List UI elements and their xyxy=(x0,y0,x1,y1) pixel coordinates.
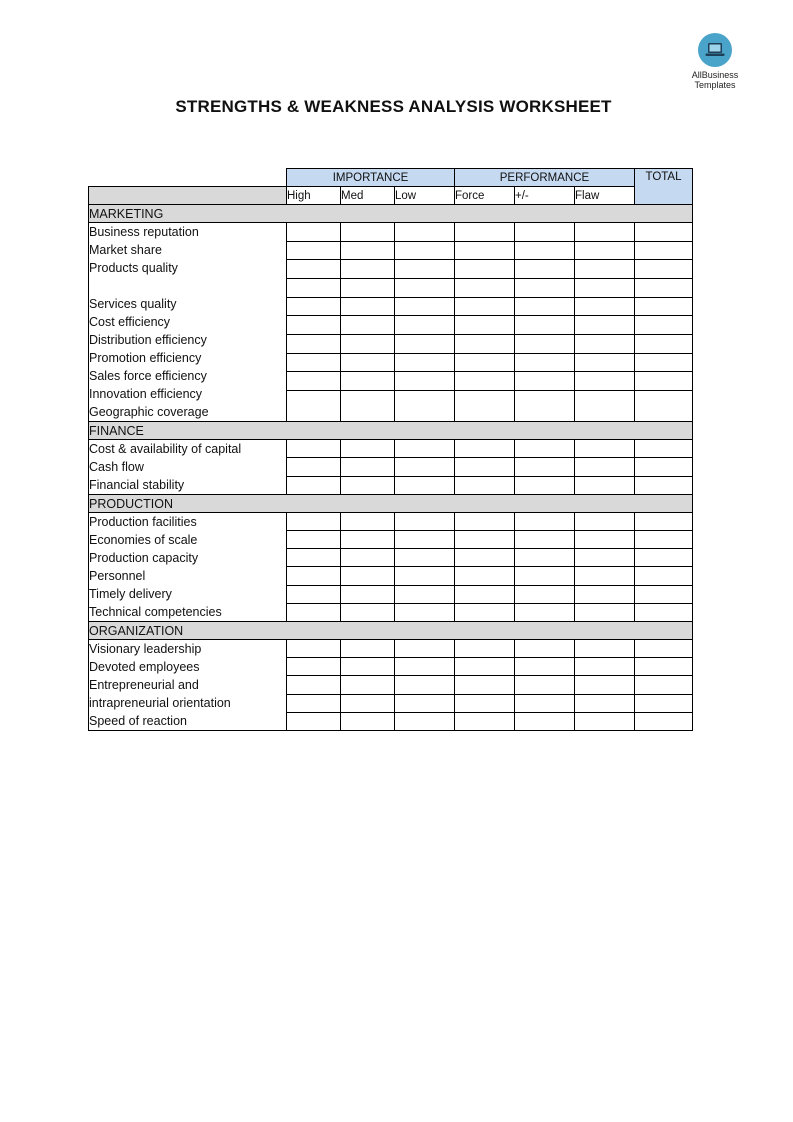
score-cell[interactable] xyxy=(455,531,515,549)
list-item: Cost efficiency xyxy=(89,315,171,329)
score-cell[interactable] xyxy=(395,476,455,494)
score-cell[interactable] xyxy=(455,567,515,585)
logo-line-1: AllBusiness xyxy=(691,70,739,80)
score-cell[interactable] xyxy=(341,278,395,297)
score-cell[interactable] xyxy=(455,390,515,421)
score-cell[interactable] xyxy=(635,260,693,279)
list-item: Entrepreneurial and xyxy=(89,678,199,692)
score-cell[interactable] xyxy=(395,241,455,260)
score-cell[interactable] xyxy=(287,223,341,242)
list-item: Geographic coverage xyxy=(89,405,209,419)
allbusiness-logo xyxy=(689,33,741,90)
score-cell[interactable] xyxy=(341,694,395,712)
score-cell[interactable] xyxy=(395,658,455,676)
plusminus-header: +/- xyxy=(515,187,575,205)
score-cell[interactable] xyxy=(341,676,395,694)
header-row-1 xyxy=(89,169,693,187)
score-cell[interactable] xyxy=(395,440,455,458)
score-cell[interactable] xyxy=(287,297,341,316)
section-title-production: PRODUCTION xyxy=(89,495,693,513)
score-cell[interactable] xyxy=(395,458,455,476)
score-cell[interactable] xyxy=(575,476,635,494)
score-cell[interactable] xyxy=(395,353,455,372)
score-cell[interactable] xyxy=(515,260,575,279)
score-cell[interactable] xyxy=(575,334,635,353)
med-header: Med xyxy=(341,187,395,205)
score-cell[interactable] xyxy=(341,334,395,353)
score-cell[interactable] xyxy=(455,278,515,297)
list-item: Cost & availability of capital xyxy=(89,442,242,456)
score-cell[interactable] xyxy=(575,440,635,458)
score-cell[interactable] xyxy=(455,297,515,316)
score-cell[interactable] xyxy=(455,513,515,531)
list-item: Cash flow xyxy=(89,460,144,474)
score-cell[interactable] xyxy=(635,585,693,603)
score-cell[interactable] xyxy=(287,316,341,335)
score-cell[interactable] xyxy=(341,316,395,335)
score-cell[interactable] xyxy=(287,712,341,730)
score-cell[interactable] xyxy=(635,334,693,353)
score-cell[interactable] xyxy=(287,531,341,549)
score-cell[interactable] xyxy=(515,297,575,316)
logo-line-2: Templates xyxy=(694,80,736,90)
low-header: Low xyxy=(395,187,455,205)
laptop-icon xyxy=(698,33,732,67)
score-cell[interactable] xyxy=(575,640,635,658)
score-cell[interactable] xyxy=(515,372,575,391)
score-cell[interactable] xyxy=(341,549,395,567)
header-row-2 xyxy=(89,187,693,205)
score-cell[interactable] xyxy=(455,440,515,458)
score-cell[interactable] xyxy=(575,603,635,621)
score-cell[interactable] xyxy=(635,513,693,531)
score-cell[interactable] xyxy=(341,640,395,658)
score-cell[interactable] xyxy=(455,334,515,353)
score-cell[interactable] xyxy=(575,390,635,421)
score-cell[interactable] xyxy=(287,353,341,372)
organization-labels xyxy=(89,640,287,731)
section-title-finance: FINANCE xyxy=(89,422,693,440)
score-cell[interactable] xyxy=(515,513,575,531)
score-cell[interactable] xyxy=(341,658,395,676)
score-cell[interactable] xyxy=(395,513,455,531)
score-cell[interactable] xyxy=(287,567,341,585)
score-cell[interactable] xyxy=(635,658,693,676)
table-row xyxy=(89,223,693,242)
score-cell[interactable] xyxy=(395,297,455,316)
score-cell[interactable] xyxy=(575,531,635,549)
score-cell[interactable] xyxy=(455,603,515,621)
list-item: Distribution efficiency xyxy=(89,333,207,347)
score-cell[interactable] xyxy=(341,390,395,421)
list-item: intrapreneurial orientation xyxy=(89,696,231,710)
score-cell[interactable] xyxy=(635,694,693,712)
list-item: Financial stability xyxy=(89,478,185,492)
score-cell[interactable] xyxy=(341,513,395,531)
score-cell[interactable] xyxy=(287,676,341,694)
score-cell[interactable] xyxy=(395,531,455,549)
score-cell[interactable] xyxy=(455,658,515,676)
score-cell[interactable] xyxy=(635,241,693,260)
score-cell[interactable] xyxy=(395,676,455,694)
score-cell[interactable] xyxy=(515,585,575,603)
section-row-marketing xyxy=(89,205,693,223)
score-cell[interactable] xyxy=(341,567,395,585)
score-cell[interactable] xyxy=(287,260,341,279)
score-cell[interactable] xyxy=(575,585,635,603)
score-cell[interactable] xyxy=(515,458,575,476)
score-cell[interactable] xyxy=(515,476,575,494)
list-item: Promotion efficiency xyxy=(89,351,202,365)
marketing-labels xyxy=(89,223,287,422)
list-item: Personnel xyxy=(89,569,146,583)
score-cell[interactable] xyxy=(575,241,635,260)
list-item: Economies of scale xyxy=(89,533,198,547)
score-cell[interactable] xyxy=(395,260,455,279)
section-title-marketing: MARKETING xyxy=(89,205,693,223)
score-cell[interactable] xyxy=(575,513,635,531)
score-cell[interactable] xyxy=(515,440,575,458)
score-cell[interactable] xyxy=(341,297,395,316)
score-cell[interactable] xyxy=(341,585,395,603)
list-item: Sales force efficiency xyxy=(89,369,207,383)
score-cell[interactable] xyxy=(635,640,693,658)
score-cell[interactable] xyxy=(635,603,693,621)
score-cell[interactable] xyxy=(575,316,635,335)
logo-text xyxy=(689,70,741,90)
list-item: Production capacity xyxy=(89,551,199,565)
score-cell[interactable] xyxy=(575,278,635,297)
score-cell[interactable] xyxy=(455,223,515,242)
list-item: Speed of reaction xyxy=(89,714,187,728)
score-cell[interactable] xyxy=(395,567,455,585)
score-cell[interactable] xyxy=(341,372,395,391)
score-cell[interactable] xyxy=(395,334,455,353)
score-cell[interactable] xyxy=(287,390,341,421)
score-cell[interactable] xyxy=(515,640,575,658)
score-cell[interactable] xyxy=(395,712,455,730)
table-row xyxy=(89,640,693,658)
score-cell[interactable] xyxy=(341,476,395,494)
score-cell[interactable] xyxy=(341,603,395,621)
score-cell[interactable] xyxy=(287,278,341,297)
score-cell[interactable] xyxy=(635,712,693,730)
score-cell[interactable] xyxy=(287,549,341,567)
high-header: High xyxy=(287,187,341,205)
score-cell[interactable] xyxy=(287,241,341,260)
score-cell[interactable] xyxy=(395,603,455,621)
score-cell[interactable] xyxy=(395,549,455,567)
header-blank xyxy=(89,169,287,187)
score-cell[interactable] xyxy=(341,241,395,260)
score-cell[interactable] xyxy=(287,603,341,621)
score-cell[interactable] xyxy=(287,334,341,353)
section-title-organization: ORGANIZATION xyxy=(89,622,693,640)
list-item: Business reputation xyxy=(89,225,199,239)
list-item: Visionary leadership xyxy=(89,642,202,656)
page-title: STRENGTHS & WEAKNESS ANALYSIS WORKSHEET xyxy=(175,97,612,116)
total-header: TOTAL xyxy=(635,169,693,205)
score-cell[interactable] xyxy=(395,694,455,712)
list-item: Production facilities xyxy=(89,515,197,529)
score-cell[interactable] xyxy=(287,476,341,494)
list-item: Products quality xyxy=(89,261,178,275)
score-cell[interactable] xyxy=(455,712,515,730)
score-cell[interactable] xyxy=(395,316,455,335)
score-cell[interactable] xyxy=(455,260,515,279)
score-cell[interactable] xyxy=(635,372,693,391)
score-cell[interactable] xyxy=(575,458,635,476)
score-cell[interactable] xyxy=(287,640,341,658)
score-cell[interactable] xyxy=(575,372,635,391)
table-row xyxy=(89,440,693,458)
section-row-production xyxy=(89,495,693,513)
score-cell[interactable] xyxy=(455,640,515,658)
score-cell[interactable] xyxy=(455,549,515,567)
score-cell[interactable] xyxy=(395,223,455,242)
score-cell[interactable] xyxy=(287,585,341,603)
score-cell[interactable] xyxy=(515,603,575,621)
score-cell[interactable] xyxy=(635,567,693,585)
score-cell[interactable] xyxy=(635,440,693,458)
score-cell[interactable] xyxy=(575,567,635,585)
score-cell[interactable] xyxy=(455,458,515,476)
score-cell[interactable] xyxy=(395,372,455,391)
score-cell[interactable] xyxy=(575,297,635,316)
finance-labels xyxy=(89,440,287,495)
score-cell[interactable] xyxy=(515,241,575,260)
score-cell[interactable] xyxy=(341,353,395,372)
label-column-header xyxy=(89,187,287,205)
score-cell[interactable] xyxy=(287,694,341,712)
score-cell[interactable] xyxy=(635,458,693,476)
score-cell[interactable] xyxy=(455,476,515,494)
score-cell[interactable] xyxy=(341,458,395,476)
score-cell[interactable] xyxy=(515,694,575,712)
score-cell[interactable] xyxy=(455,372,515,391)
score-cell[interactable] xyxy=(635,223,693,242)
list-item: Devoted employees xyxy=(89,660,200,674)
score-cell[interactable] xyxy=(515,567,575,585)
score-cell[interactable] xyxy=(515,549,575,567)
score-cell[interactable] xyxy=(455,353,515,372)
score-cell[interactable] xyxy=(341,223,395,242)
score-cell[interactable] xyxy=(515,676,575,694)
score-cell[interactable] xyxy=(455,676,515,694)
section-row-finance xyxy=(89,422,693,440)
score-cell[interactable] xyxy=(635,531,693,549)
score-cell[interactable] xyxy=(635,297,693,316)
score-cell[interactable] xyxy=(455,241,515,260)
score-cell[interactable] xyxy=(575,353,635,372)
score-cell[interactable] xyxy=(395,390,455,421)
score-cell[interactable] xyxy=(635,353,693,372)
score-cell[interactable] xyxy=(575,549,635,567)
score-cell[interactable] xyxy=(515,278,575,297)
force-header: Force xyxy=(455,187,515,205)
list-item: Market share xyxy=(89,243,162,257)
score-cell[interactable] xyxy=(341,440,395,458)
score-cell[interactable] xyxy=(455,585,515,603)
flaw-header: Flaw xyxy=(575,187,635,205)
score-cell[interactable] xyxy=(287,372,341,391)
score-cell[interactable] xyxy=(341,531,395,549)
score-cell[interactable] xyxy=(635,390,693,421)
score-cell[interactable] xyxy=(635,549,693,567)
score-cell[interactable] xyxy=(341,260,395,279)
list-gap xyxy=(89,277,286,295)
section-row-organization xyxy=(89,622,693,640)
score-cell[interactable] xyxy=(515,390,575,421)
worksheet-table xyxy=(88,168,693,731)
score-cell[interactable] xyxy=(287,658,341,676)
score-cell[interactable] xyxy=(515,223,575,242)
score-cell[interactable] xyxy=(515,334,575,353)
score-cell[interactable] xyxy=(455,694,515,712)
performance-header: PERFORMANCE xyxy=(455,169,635,187)
score-cell[interactable] xyxy=(515,316,575,335)
importance-header: IMPORTANCE xyxy=(287,169,455,187)
score-cell[interactable] xyxy=(575,712,635,730)
list-item: Services quality xyxy=(89,297,177,311)
score-cell[interactable] xyxy=(515,712,575,730)
score-cell[interactable] xyxy=(635,476,693,494)
list-item: Timely delivery xyxy=(89,587,172,601)
list-item: Technical competencies xyxy=(89,605,222,619)
score-cell[interactable] xyxy=(395,640,455,658)
list-item: Innovation efficiency xyxy=(89,387,203,401)
score-cell[interactable] xyxy=(395,278,455,297)
score-cell[interactable] xyxy=(635,316,693,335)
score-cell[interactable] xyxy=(575,658,635,676)
score-cell[interactable] xyxy=(575,676,635,694)
score-cell[interactable] xyxy=(575,223,635,242)
score-cell[interactable] xyxy=(635,278,693,297)
production-labels xyxy=(89,513,287,622)
table-row xyxy=(89,513,693,531)
score-cell[interactable] xyxy=(515,353,575,372)
score-cell[interactable] xyxy=(575,694,635,712)
score-cell[interactable] xyxy=(395,585,455,603)
score-cell[interactable] xyxy=(455,316,515,335)
score-cell[interactable] xyxy=(341,712,395,730)
score-cell[interactable] xyxy=(575,260,635,279)
score-cell[interactable] xyxy=(287,458,341,476)
score-cell[interactable] xyxy=(635,676,693,694)
score-cell[interactable] xyxy=(287,513,341,531)
score-cell[interactable] xyxy=(287,440,341,458)
score-cell[interactable] xyxy=(515,658,575,676)
score-cell[interactable] xyxy=(515,531,575,549)
